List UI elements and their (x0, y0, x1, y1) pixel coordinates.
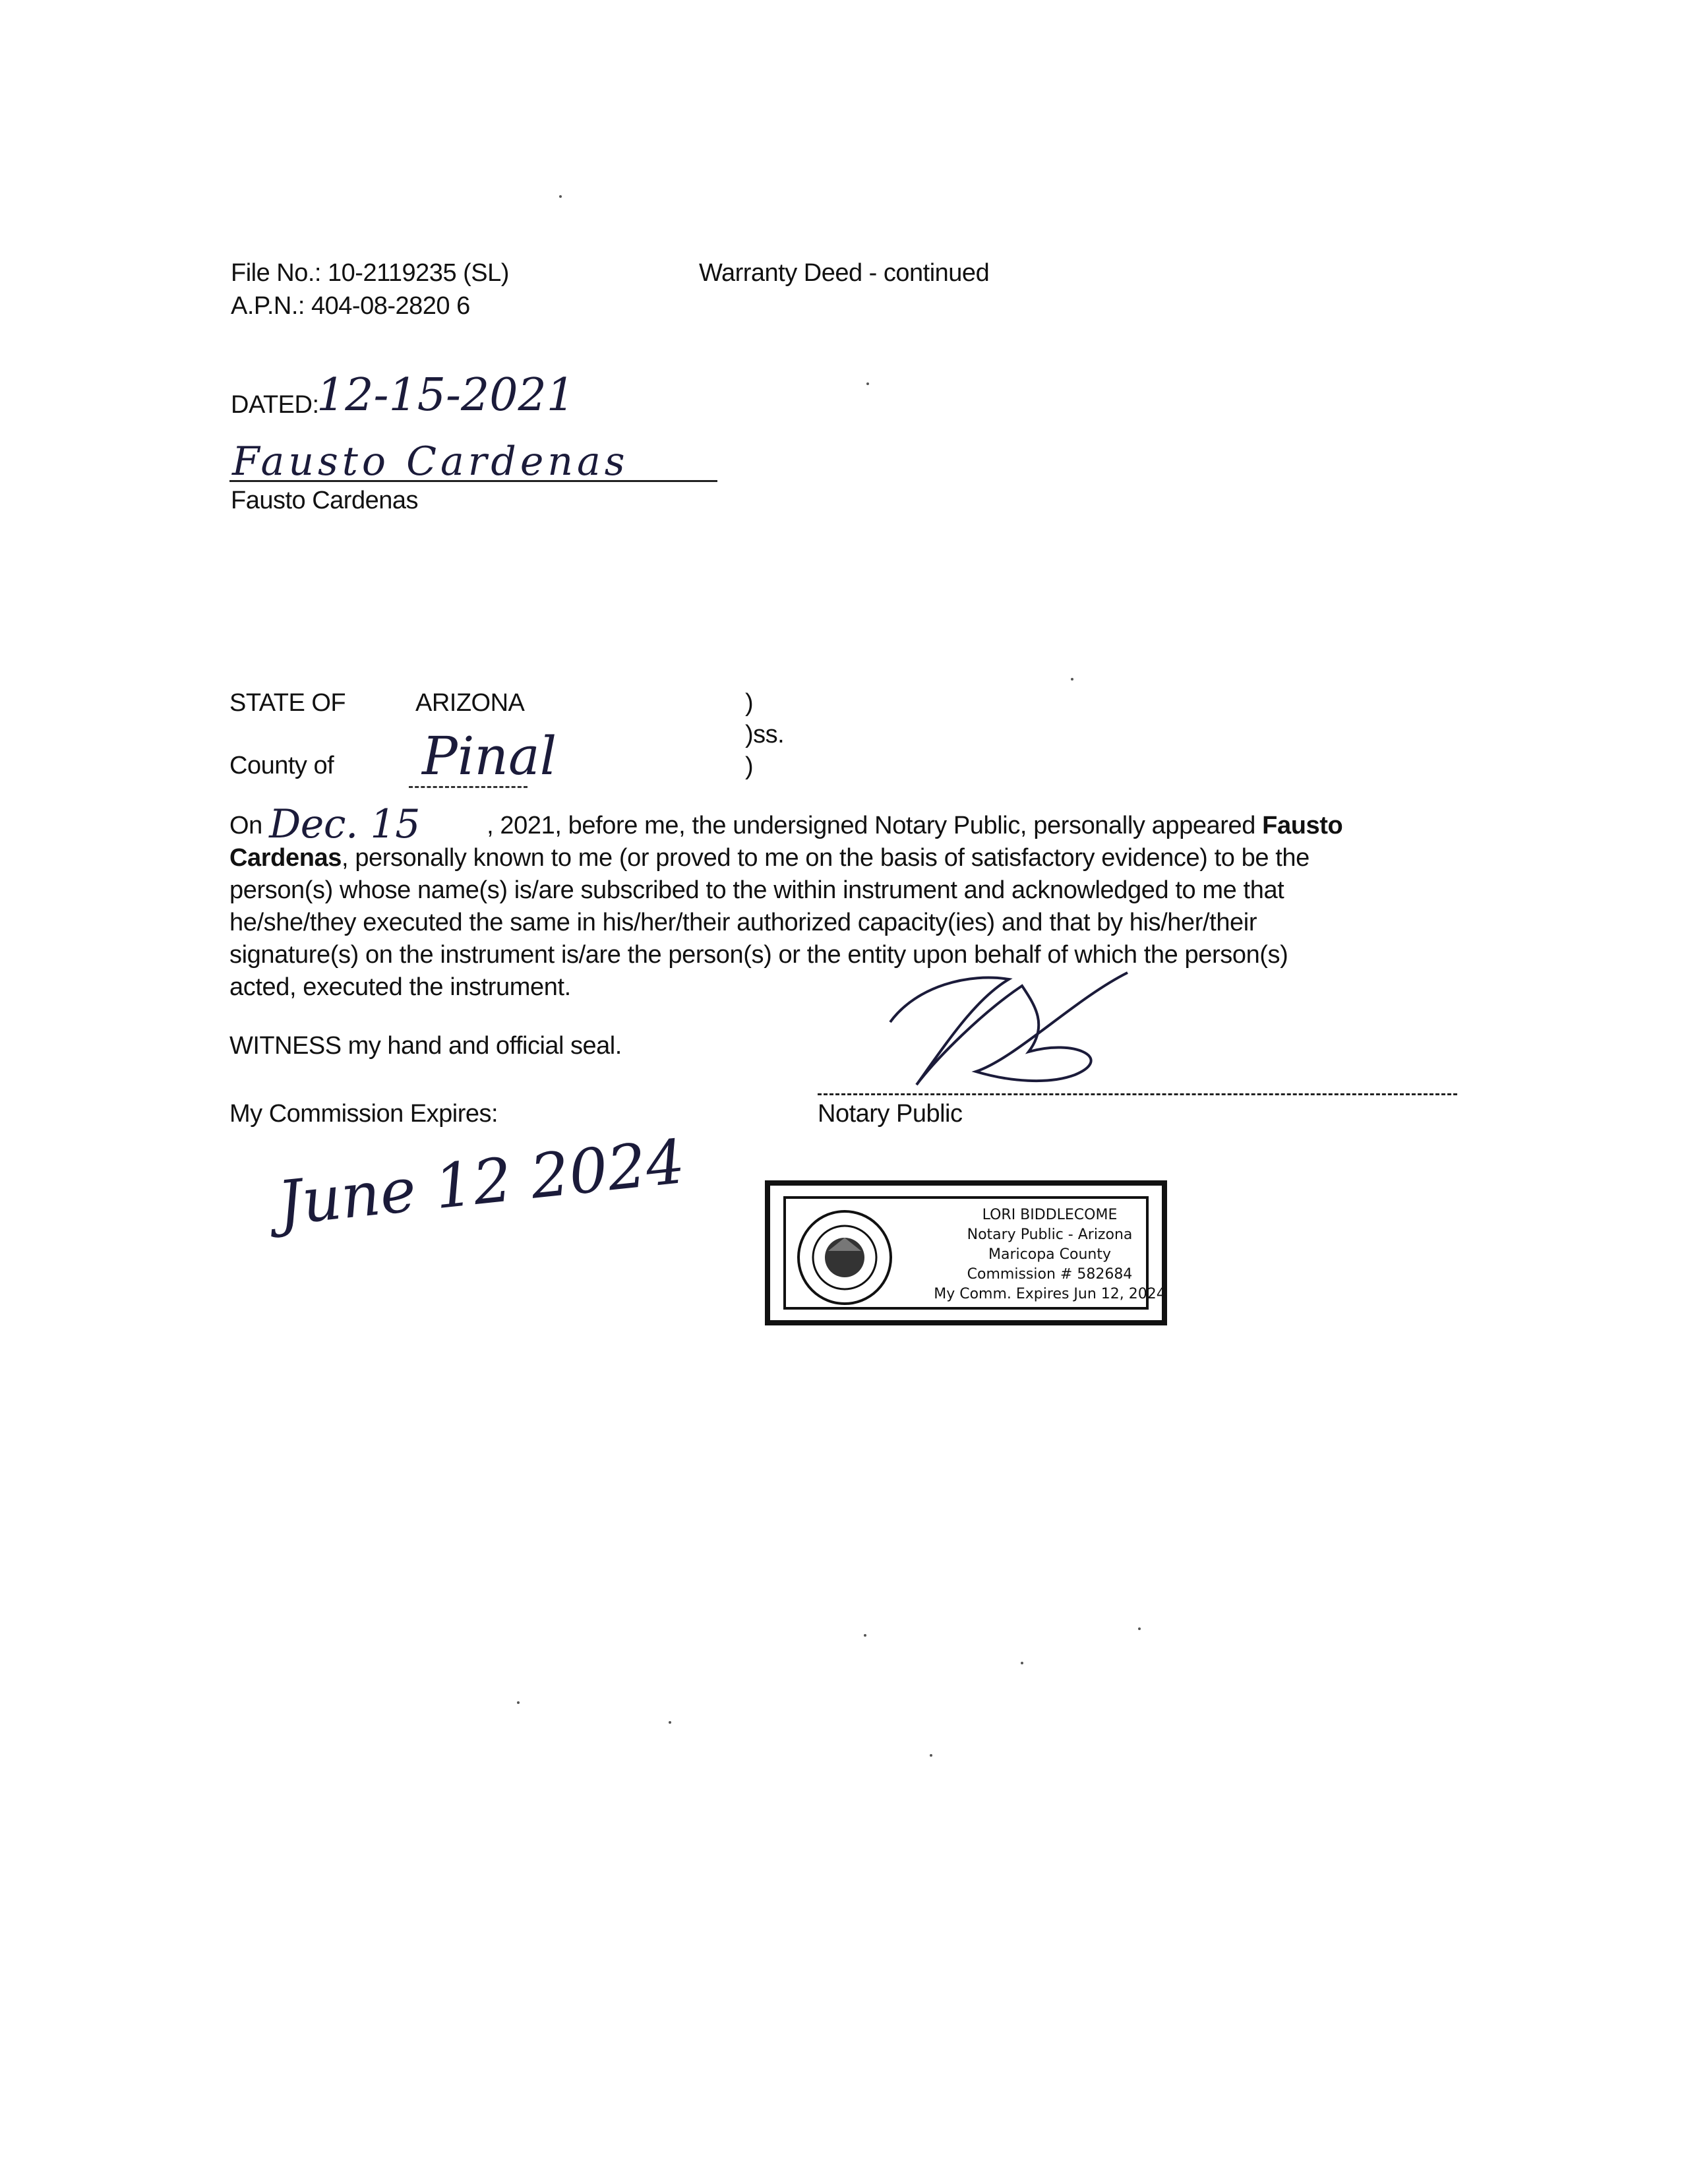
witness-statement: WITNESS my hand and official seal. (229, 1032, 622, 1060)
grantor-printed-name: Fausto Cardenas (231, 487, 418, 514)
signature-line (229, 480, 717, 482)
notary-seal-inner-border (783, 1196, 1166, 1310)
ack-line-1-text: , 2021, before me, the undersigned Notary Public, personally appeared (487, 812, 1263, 839)
ack-name-first: Fausto (1262, 812, 1343, 839)
scan-speck (866, 382, 869, 385)
ack-line-5: signature(s) on the instrument is/are the person(s) or the entity upon behalf of which the person(s) (229, 941, 1288, 969)
state-label: STATE OF (229, 689, 346, 717)
handwritten-dated: 12-15-2021 (316, 369, 576, 421)
state-value: ARIZONA (415, 689, 525, 717)
scan-speck (930, 1754, 932, 1757)
scan-speck (1021, 1662, 1023, 1664)
ack-on: On (229, 812, 262, 839)
county-handwritten: Pinal (422, 725, 557, 787)
ack-line-1 (229, 801, 1449, 847)
ack-line-3: person(s) whose name(s) is/are subscribed to the within instrument and acknowledged to me that (229, 876, 1284, 904)
ack-line-2-text: , personally known to me (or proved to me on the basis of satisfactory evidence) to be the (342, 844, 1310, 872)
scan-speck (1138, 1627, 1141, 1630)
apn-number: A.P.N.: 404-08-2820 6 (231, 292, 470, 320)
commission-handwritten-date: June 12 2024 (274, 1126, 688, 1240)
notary-seal-text (931, 1205, 1168, 1304)
notary-signature (877, 959, 1141, 1105)
venue-bracket-top: ) (745, 689, 754, 717)
dated-label: DATED: (231, 391, 319, 419)
grantor-signature: Fausto Cardenas (232, 439, 629, 485)
venue-bracket-ss: )ss. (745, 721, 785, 748)
commission-label: My Commission Expires: (229, 1100, 498, 1128)
scan-speck (864, 1634, 866, 1637)
state-seal-icon (795, 1208, 894, 1307)
seal-county: Maricopa County (988, 1246, 1111, 1263)
ack-line-2 (229, 842, 1449, 874)
document-title: Warranty Deed - continued (699, 259, 990, 287)
ack-line-4: he/she/they executed the same in his/her/their authorized capacity(ies) and that by his/her/their (229, 909, 1257, 936)
notary-public-label: Notary Public (818, 1100, 963, 1128)
scan-speck (559, 195, 562, 198)
ack-handwritten-date: Dec. 15 (269, 801, 420, 847)
county-line (409, 786, 528, 788)
county-label: County of (229, 752, 334, 779)
ack-name-last: Cardenas (229, 844, 342, 872)
scan-speck (669, 1721, 671, 1724)
notary-seal-stamp (765, 1180, 1167, 1325)
seal-notary-name: LORI BIDDLECOME (982, 1207, 1118, 1223)
seal-title: Notary Public - Arizona (967, 1227, 1133, 1243)
venue-bracket-bottom: ) (745, 752, 754, 780)
scan-speck (1071, 678, 1073, 681)
seal-commission-number: Commission # 582684 (967, 1266, 1133, 1283)
notary-signature-line (818, 1093, 1457, 1095)
ack-line-6: acted, executed the instrument. (229, 973, 571, 1001)
seal-expiration: My Comm. Expires Jun 12, 2024 (934, 1286, 1166, 1302)
scan-speck (517, 1701, 520, 1704)
file-number: File No.: 10-2119235 (SL) (231, 259, 509, 287)
acknowledgment-paragraph (229, 801, 1449, 1004)
